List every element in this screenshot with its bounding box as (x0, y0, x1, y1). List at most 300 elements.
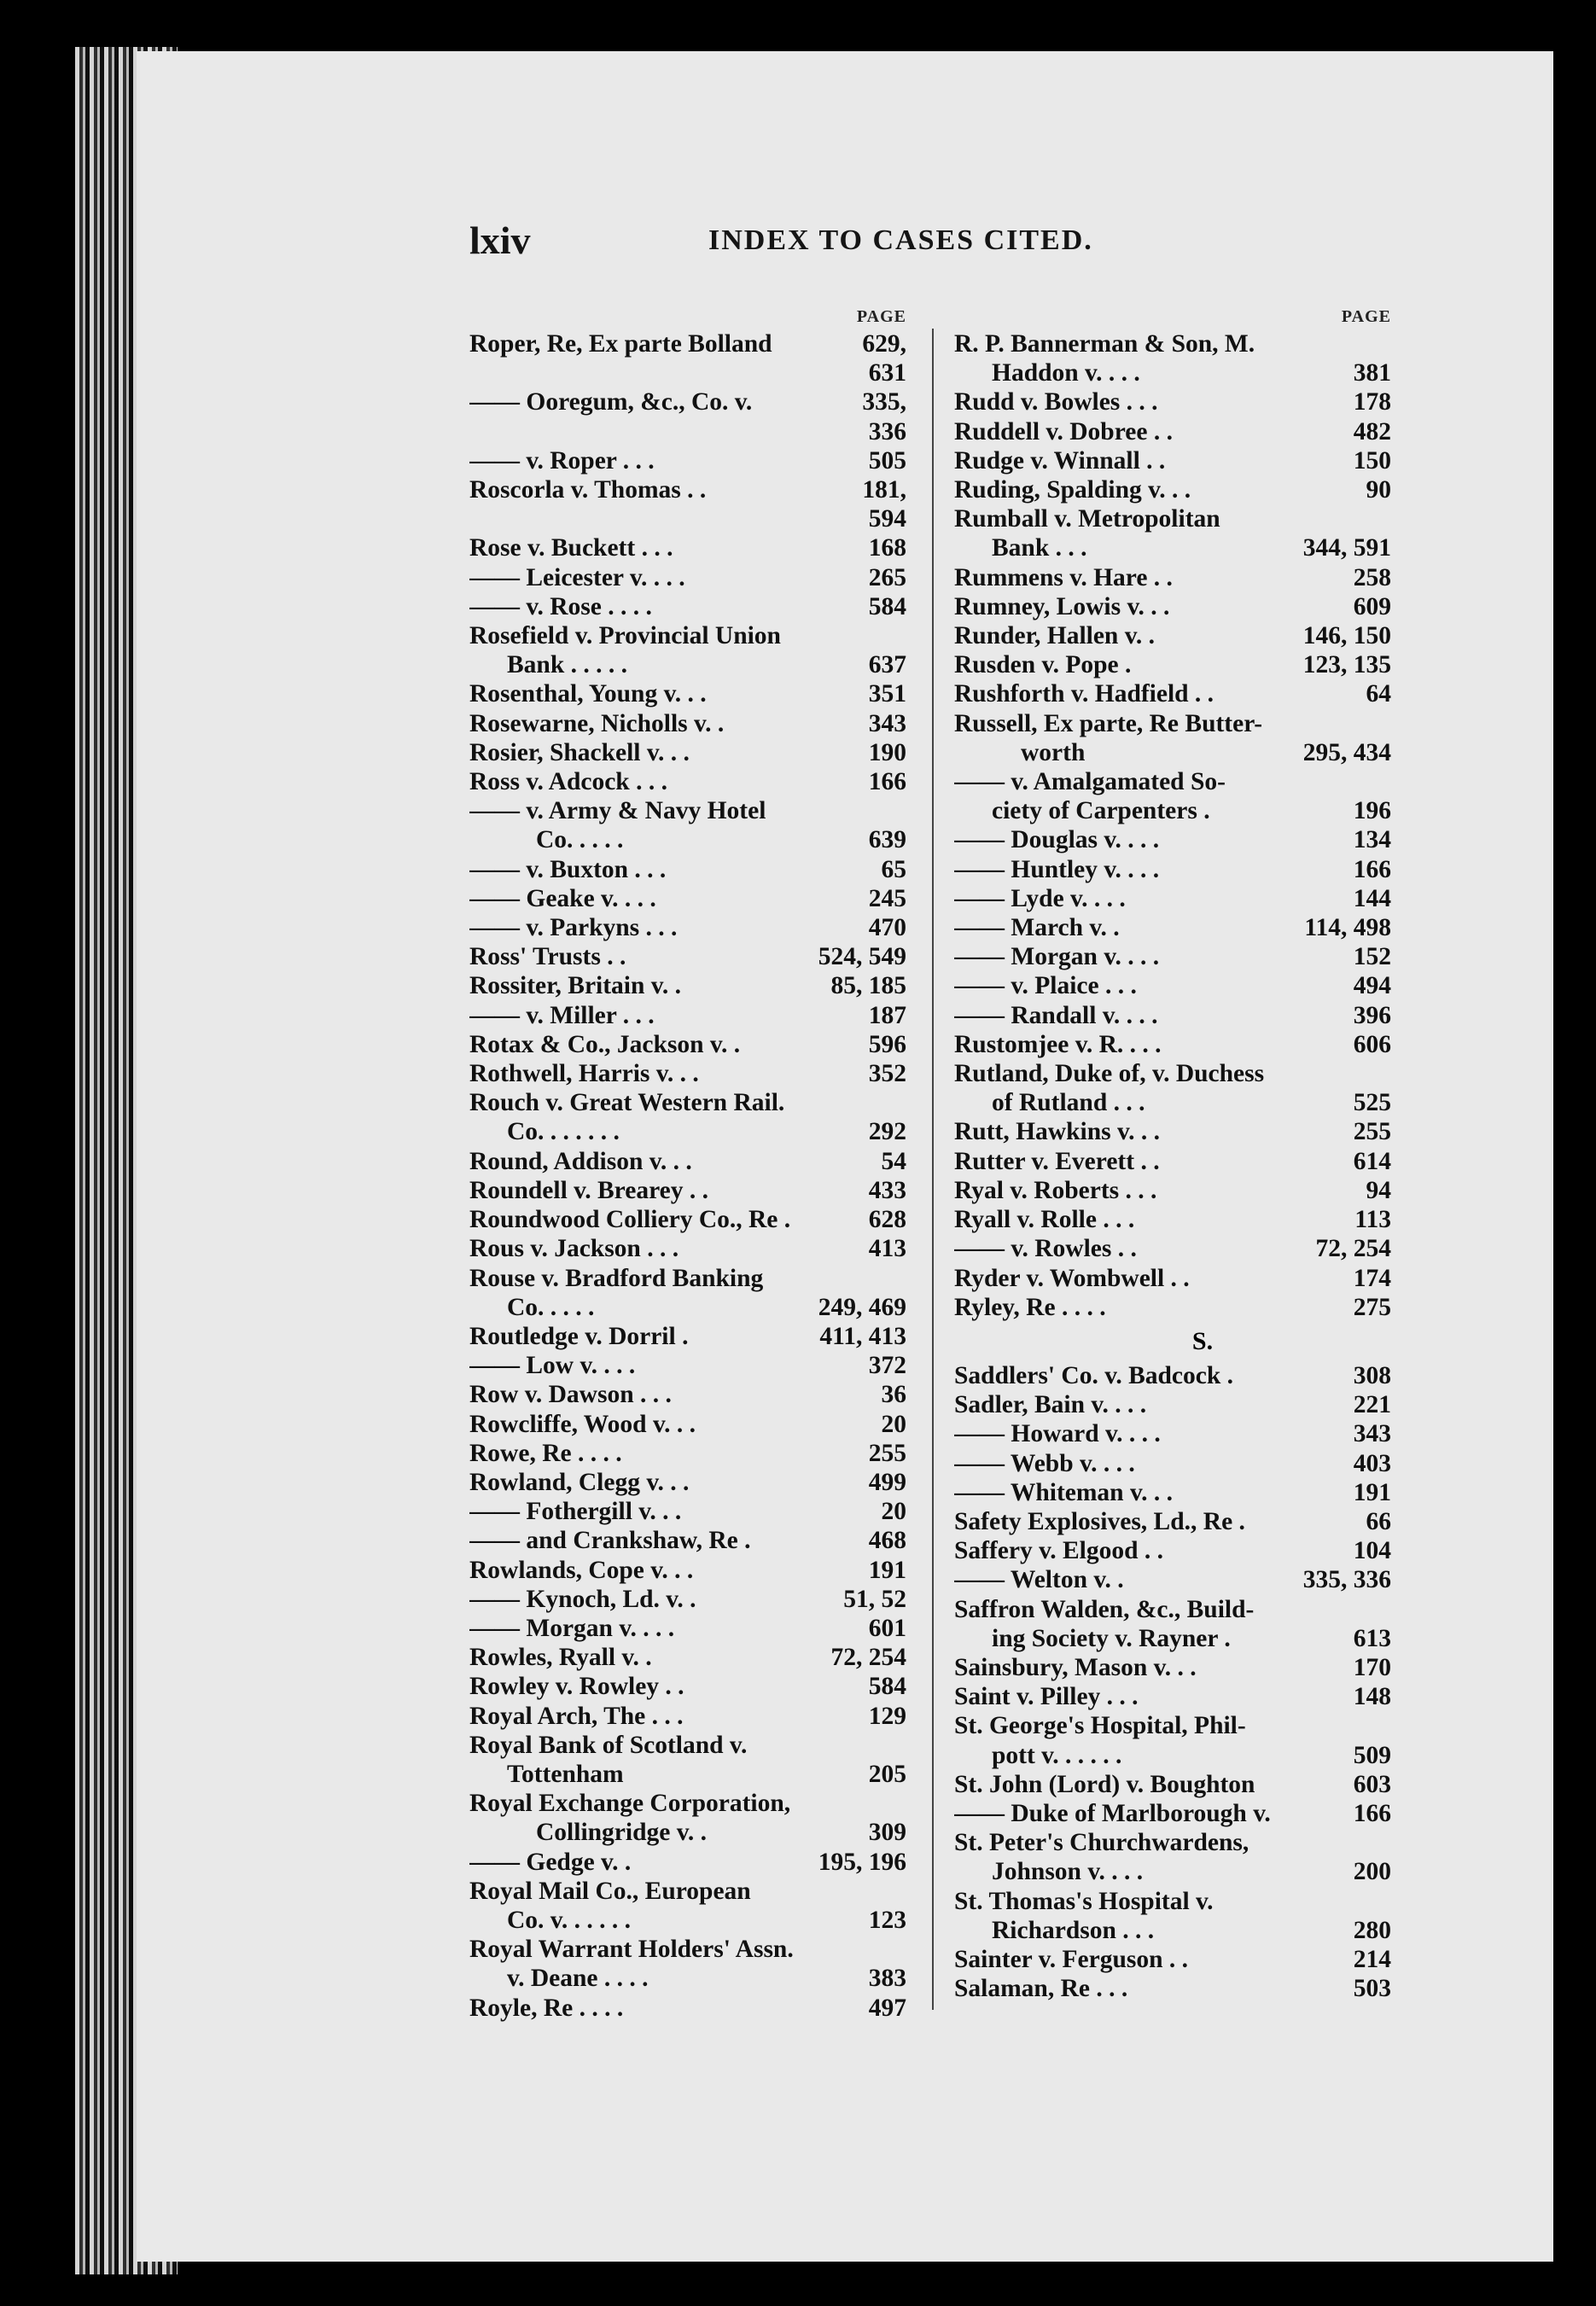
case-name: —— v. Rowles . . (954, 1235, 1137, 1263)
index-entry (954, 1147, 1391, 1176)
page-reference: 637 (868, 651, 906, 679)
case-name: Collingridge v. . (536, 1819, 707, 1847)
index-entry (954, 1536, 1391, 1565)
case-name: Roundell v. Brearey . . (469, 1176, 708, 1204)
page-reference: 181, (862, 476, 906, 504)
page-reference: 601 (868, 1614, 906, 1642)
case-name: Ryall v. Rolle . . . (954, 1206, 1135, 1234)
case-name: Tottenham (507, 1760, 624, 1788)
page-reference: 174 (1353, 1264, 1391, 1292)
page-reference: 265 (868, 563, 906, 591)
case-name: —— v. Rose . . . . (469, 592, 652, 620)
case-name: Safety Explosives, Ld., Re . (954, 1507, 1245, 1535)
index-entry (469, 1380, 906, 1409)
page-reference: 594 (868, 505, 906, 533)
case-name: —— Lyde v. . . . (954, 884, 1126, 912)
index-entry (469, 417, 906, 446)
case-name: Royle, Re . . . . (469, 1994, 624, 2022)
page-reference: 66 (1366, 1507, 1391, 1535)
index-entry (954, 1565, 1391, 1594)
page-reference: 609 (1353, 592, 1391, 620)
index-entry (469, 1789, 906, 1818)
page-reference: 85, 185 (830, 972, 906, 1000)
page-reference: 309 (868, 1819, 906, 1847)
page-reference: 499 (868, 1468, 906, 1496)
index-entry (954, 592, 1391, 621)
page-reference: 190 (868, 738, 906, 766)
case-name: —— Leicester v. . . . (469, 563, 685, 591)
case-name: St. Thomas's Hospital v. (954, 1887, 1214, 1915)
index-entry (954, 621, 1391, 650)
case-name: Routledge v. Dorril . (469, 1322, 689, 1350)
page-reference: 413 (868, 1235, 906, 1263)
page-reference: 629, (862, 330, 906, 358)
index-entry (954, 1595, 1391, 1624)
page-reference: 134 (1353, 826, 1391, 854)
case-name: —— v. Plaice . . . (954, 972, 1137, 1000)
case-name: St. George's Hospital, Phil- (954, 1712, 1246, 1740)
case-name: Co. v. . . . . . (507, 1906, 632, 1934)
running-title: INDEX TO CASES CITED. (708, 224, 1093, 256)
index-entry (469, 884, 906, 913)
index-entry (954, 329, 1391, 358)
page-reference: 195, 196 (818, 1848, 906, 1876)
page-reference: 214 (1353, 1945, 1391, 1973)
index-entry (954, 1828, 1391, 1857)
case-name: —— Fothergill v. . . (469, 1498, 682, 1526)
case-name: Rowley v. Rowley . . (469, 1673, 684, 1701)
case-name: Sainter v. Ferguson . . (954, 1945, 1188, 1973)
index-entry (469, 621, 906, 650)
case-name: —— Huntley v. . . . (954, 855, 1160, 883)
case-name: Rouch v. Great Western Rail. (469, 1089, 785, 1117)
case-name: pott v. . . . . . (992, 1741, 1122, 1769)
page-reference: 343 (1353, 1420, 1391, 1448)
index-entry (469, 329, 906, 358)
page-reference: 187 (868, 1001, 906, 1029)
index-entry (954, 563, 1391, 592)
case-name: Richardson . . . (992, 1916, 1155, 1944)
case-name: Rowlands, Cope v. . . (469, 1556, 694, 1584)
case-name: Rosenthal, Young v. . . (469, 680, 707, 708)
case-name: —— Morgan v. . . . (469, 1614, 675, 1642)
index-entry (954, 1507, 1391, 1536)
case-name: —— Morgan v. . . . (954, 943, 1160, 971)
page-reference: 468 (868, 1527, 906, 1555)
page-column-label: PAGE (1341, 307, 1391, 326)
index-entry (469, 504, 906, 533)
index-entry (469, 1614, 906, 1643)
case-name: Rusden v. Pope . (954, 651, 1132, 679)
case-name: worth (1021, 738, 1086, 766)
case-name: Ross v. Adcock . . . (469, 768, 667, 796)
case-name: —— v. Army & Navy Hotel (469, 797, 766, 825)
page-reference: 255 (1353, 1118, 1391, 1146)
index-entry (954, 1974, 1391, 2003)
index-list (469, 329, 906, 2023)
page-reference: 123, 135 (1302, 651, 1391, 679)
index-entry (469, 533, 906, 562)
case-name: —— Low v. . . . (469, 1352, 636, 1380)
folio-number: lxiv (469, 218, 531, 262)
page-reference: 606 (1353, 1030, 1391, 1058)
page-reference: 249, 469 (818, 1293, 906, 1321)
index-entry (469, 1935, 906, 1964)
page-reference: 308 (1353, 1361, 1391, 1389)
case-name: Roper, Re, Ex parte Bolland (469, 330, 772, 358)
case-name: St. Peter's Churchwardens, (954, 1829, 1249, 1857)
index-entry (954, 679, 1391, 708)
index-entry (954, 913, 1391, 942)
index-entry (954, 1916, 1391, 1945)
page-reference: 129 (868, 1702, 906, 1730)
page-reference: 166 (868, 768, 906, 796)
case-name: Round, Addison v. . . (469, 1147, 692, 1175)
page-reference: 295, 434 (1302, 738, 1391, 766)
index-entry (954, 1857, 1391, 1886)
index-entry (954, 533, 1391, 562)
page-reference: 335, 336 (1302, 1566, 1391, 1594)
index-entry (469, 942, 906, 971)
case-name: Rosewarne, Nicholls v. . (469, 709, 725, 737)
case-name: —— Gedge v. . (469, 1848, 632, 1876)
right-column (954, 307, 1391, 2003)
index-entry (954, 1478, 1391, 1507)
case-name: Ruding, Spalding v. . . (954, 476, 1191, 504)
case-name: Rowland, Clegg v. . . (469, 1468, 690, 1496)
case-name: —— v. Buxton . . . (469, 855, 667, 883)
page-reference: 344, 591 (1302, 534, 1391, 562)
index-entry (469, 1702, 906, 1731)
case-name: —— Whiteman v. . . (954, 1478, 1173, 1506)
index-entry (469, 913, 906, 942)
index-entry (954, 1741, 1391, 1770)
index-entry (954, 1234, 1391, 1263)
page-reference: 396 (1353, 1001, 1391, 1029)
case-name: St. John (Lord) v. Boughton (954, 1770, 1255, 1798)
page-reference: 352 (868, 1060, 906, 1088)
index-entry (469, 1585, 906, 1614)
index-entry (469, 650, 906, 679)
case-name: Saffron Walden, &c., Build- (954, 1595, 1255, 1623)
case-name: Ross' Trusts . . (469, 943, 626, 971)
index-entry (954, 1945, 1391, 1974)
section-heading: S. (1191, 1326, 1214, 1355)
index-entry (469, 1526, 906, 1555)
page-reference: 90 (1366, 476, 1391, 504)
page-reference: 411, 413 (819, 1322, 906, 1350)
index-entry (954, 387, 1391, 416)
index-entry (469, 358, 906, 387)
index-entry (469, 1964, 906, 1993)
index-entry (954, 1205, 1391, 1234)
case-name: Royal Warrant Holders' Assn. (469, 1936, 794, 1964)
index-entry (954, 1449, 1391, 1478)
index-entry (954, 767, 1391, 796)
case-name: Bank . . . (992, 534, 1087, 562)
index-entry (469, 1147, 906, 1176)
index-entry (469, 1205, 906, 1234)
page-reference: 433 (868, 1176, 906, 1204)
page-reference: 146, 150 (1302, 622, 1391, 650)
case-name: —— Welton v. . (954, 1566, 1124, 1594)
case-name: Rutter v. Everett . . (954, 1147, 1160, 1175)
index-entry (954, 1264, 1391, 1293)
case-name: Rustomjee v. R. . . . (954, 1030, 1162, 1058)
index-entry (954, 1117, 1391, 1146)
index-entry (954, 855, 1391, 884)
page-reference: 336 (868, 417, 906, 445)
page-reference: 383 (868, 1965, 906, 1993)
case-name: —— v. Amalgamated So- (954, 768, 1226, 796)
page-reference: 494 (1353, 972, 1391, 1000)
page-reference: 603 (1353, 1770, 1391, 1798)
index-entry (469, 1293, 906, 1322)
page-reference: 144 (1353, 884, 1391, 912)
index-entry (469, 971, 906, 1000)
index-entry (469, 1994, 906, 2023)
case-name: —— Randall v. . . . (954, 1001, 1158, 1029)
page-reference: 275 (1353, 1293, 1391, 1321)
index-entry (954, 1887, 1391, 1916)
index-entry (954, 1682, 1391, 1711)
page-reference: 245 (868, 884, 906, 912)
page-reference: 509 (1353, 1741, 1391, 1769)
index-entry (954, 1711, 1391, 1740)
index-entry (954, 738, 1391, 767)
page-reference: 381 (1353, 359, 1391, 387)
page-reference: 470 (868, 914, 906, 942)
index-entry (469, 796, 906, 825)
index-entry (954, 1419, 1391, 1448)
page-reference: 614 (1353, 1147, 1391, 1175)
case-name: Saint v. Pilley . . . (954, 1683, 1139, 1711)
index-entry (954, 709, 1391, 738)
index-entry (469, 592, 906, 621)
page-reference: 351 (868, 680, 906, 708)
case-name: —— Douglas v. . . . (954, 826, 1160, 854)
page-reference: 51, 52 (843, 1585, 906, 1613)
index-entry (954, 1088, 1391, 1117)
case-name: —— Ooregum, &c., Co. v. (469, 388, 753, 416)
case-name: Saddlers' Co. v. Badcock . (954, 1361, 1234, 1389)
page-reference: 178 (1353, 388, 1391, 416)
index-entry (954, 1176, 1391, 1205)
index-entry (469, 767, 906, 796)
case-name: Roscorla v. Thomas . . (469, 476, 707, 504)
index-entry (469, 475, 906, 504)
case-name: Royal Exchange Corporation, (469, 1790, 791, 1818)
page-reference: 20 (881, 1410, 906, 1438)
case-name: Rummens v. Hare . . (954, 563, 1173, 591)
case-name: Salaman, Re . . . (954, 1975, 1128, 2003)
index-entry (954, 1361, 1391, 1390)
page-reference: 72, 254 (1315, 1235, 1391, 1263)
page-reference: 292 (868, 1118, 906, 1146)
case-name: Rowe, Re . . . . (469, 1439, 622, 1467)
index-entry (469, 825, 906, 854)
case-name: Rudge v. Winnall . . (954, 446, 1166, 475)
page-reference: 335, (862, 388, 906, 416)
index-entry (954, 475, 1391, 504)
index-entry (469, 1877, 906, 1906)
page-reference: 94 (1366, 1176, 1391, 1204)
case-name: Co. . . . . (507, 1293, 595, 1321)
case-name: Co. . . . . . . (507, 1118, 620, 1146)
case-name: Rothwell, Harris v. . . (469, 1060, 699, 1088)
case-name: —— Geake v. . . . (469, 884, 656, 912)
case-name: Rosefield v. Provincial Union (469, 622, 781, 650)
index-entry (469, 1760, 906, 1789)
case-name: Johnson v. . . . (992, 1858, 1144, 1886)
case-name: Sadler, Bain v. . . . (954, 1391, 1147, 1419)
case-name: Rose v. Buckett . . . (469, 534, 673, 562)
case-name: ing Society v. Rayner . (992, 1624, 1231, 1652)
case-name: —— and Crankshaw, Re . (469, 1527, 751, 1555)
index-entry (954, 1390, 1391, 1419)
index-entry (954, 1293, 1391, 1322)
case-name: R. P. Bannerman & Son, M. (954, 330, 1255, 358)
case-name: v. Deane . . . . (507, 1965, 649, 1993)
index-entry (469, 1731, 906, 1760)
case-name: Co. . . . . (536, 826, 624, 854)
case-name: Rumney, Lowis v. . . (954, 592, 1170, 620)
case-name: —— v. Roper . . . (469, 446, 655, 475)
page-reference: 191 (868, 1556, 906, 1584)
page-reference: 482 (1353, 417, 1391, 445)
case-name: Rushforth v. Hadfield . . (954, 680, 1214, 708)
page-reference: 584 (868, 592, 906, 620)
case-name: —— Webb v. . . . (954, 1449, 1135, 1477)
index-entry (469, 1059, 906, 1088)
index-entry (469, 738, 906, 767)
page-reference: 200 (1353, 1858, 1391, 1886)
case-name: Roundwood Colliery Co., Re . (469, 1206, 791, 1234)
page-reference: 524, 549 (818, 943, 906, 971)
index-entry (469, 1030, 906, 1059)
page-reference: 343 (868, 709, 906, 737)
page-reference: 113 (1354, 1206, 1391, 1234)
case-name: Saffery v. Elgood . . (954, 1537, 1164, 1565)
index-entry (954, 825, 1391, 854)
page-reference: 166 (1353, 1799, 1391, 1827)
case-name: of Rutland . . . (992, 1089, 1145, 1117)
index-entry (469, 1001, 906, 1030)
page-reference: 168 (868, 534, 906, 562)
index-entry (954, 1059, 1391, 1088)
case-name: —— v. Parkyns . . . (469, 914, 678, 942)
page-reference: 123 (868, 1906, 906, 1934)
index-entry (469, 563, 906, 592)
case-name: Rutt, Hawkins v. . . (954, 1118, 1160, 1146)
page-reference: 64 (1366, 680, 1391, 708)
case-name: —— Howard v. . . . (954, 1420, 1161, 1448)
index-entry (469, 1556, 906, 1585)
case-name: Ruddell v. Dobree . . (954, 417, 1173, 445)
index-entry (469, 709, 906, 738)
index-entry (954, 796, 1391, 825)
case-name: Runder, Hallen v. . (954, 622, 1155, 650)
case-name: —— March v. . (954, 914, 1120, 942)
index-entry (469, 1176, 906, 1205)
index-entry (469, 1410, 906, 1439)
index-entry (954, 1653, 1391, 1682)
case-name: —— Kynoch, Ld. v. . (469, 1585, 696, 1613)
case-name: Rowcliffe, Wood v. . . (469, 1410, 696, 1438)
case-name: —— Duke of Marlborough v. (954, 1799, 1271, 1827)
page-reference: 170 (1353, 1653, 1391, 1681)
page-reference: 148 (1353, 1683, 1391, 1711)
index-entry (954, 358, 1391, 387)
index-entry (469, 679, 906, 708)
index-entry (954, 1030, 1391, 1059)
page-reference: 104 (1353, 1537, 1391, 1565)
case-name: Rumball v. Metropolitan (954, 505, 1220, 533)
page-reference: 114, 498 (1304, 914, 1391, 942)
index-entry (469, 855, 906, 884)
index-entry (469, 1906, 906, 1935)
page-reference: 525 (1353, 1089, 1391, 1117)
index-entry (469, 1818, 906, 1847)
index-entry (954, 1770, 1391, 1799)
page-reference: 403 (1353, 1449, 1391, 1477)
page-reference: 36 (881, 1381, 906, 1409)
index-entry (954, 446, 1391, 475)
index-entry (469, 1117, 906, 1146)
case-name: ciety of Carpenters . (992, 797, 1210, 825)
page-reference: 191 (1353, 1478, 1391, 1506)
index-entry (469, 1088, 906, 1117)
index-entry (954, 942, 1391, 971)
index-list (954, 329, 1391, 2003)
case-name: Rossiter, Britain v. . (469, 972, 682, 1000)
page-reference: 152 (1353, 943, 1391, 971)
index-entry (954, 1001, 1391, 1030)
page-reference: 503 (1353, 1975, 1391, 2003)
page-reference: 221 (1353, 1391, 1391, 1419)
case-name: Rosier, Shackell v. . . (469, 738, 690, 766)
index-entry (469, 1672, 906, 1701)
page-reference: 631 (868, 359, 906, 387)
index-entry (954, 1624, 1391, 1653)
case-name: Sainsbury, Mason v. . . (954, 1653, 1197, 1681)
page-reference: 497 (868, 1994, 906, 2022)
left-column (469, 307, 906, 2023)
index-entry (954, 417, 1391, 446)
page-reference: 72, 254 (830, 1644, 906, 1672)
index-entry (954, 504, 1391, 533)
column-divider (932, 329, 934, 2010)
index-entry (954, 884, 1391, 913)
case-name: Ryley, Re . . . . (954, 1293, 1106, 1321)
page-reference: 372 (868, 1352, 906, 1380)
index-entry (469, 446, 906, 475)
page-reference: 584 (868, 1673, 906, 1701)
case-name: Russell, Ex parte, Re Butter- (954, 709, 1263, 737)
index-entry (469, 1848, 906, 1877)
index-entry (469, 1264, 906, 1293)
case-name: Rudd v. Bowles . . . (954, 388, 1158, 416)
case-name: Ryder v. Wombwell . . (954, 1264, 1190, 1292)
index-entry (469, 387, 906, 416)
case-name: Rutland, Duke of, v. Duchess (954, 1060, 1265, 1088)
index-entry (469, 1497, 906, 1526)
case-name: —— v. Miller . . . (469, 1001, 655, 1029)
case-name: Rous v. Jackson . . . (469, 1235, 679, 1263)
page-reference: 20 (881, 1498, 906, 1526)
page-reference: 639 (868, 826, 906, 854)
page-reference: 166 (1353, 855, 1391, 883)
